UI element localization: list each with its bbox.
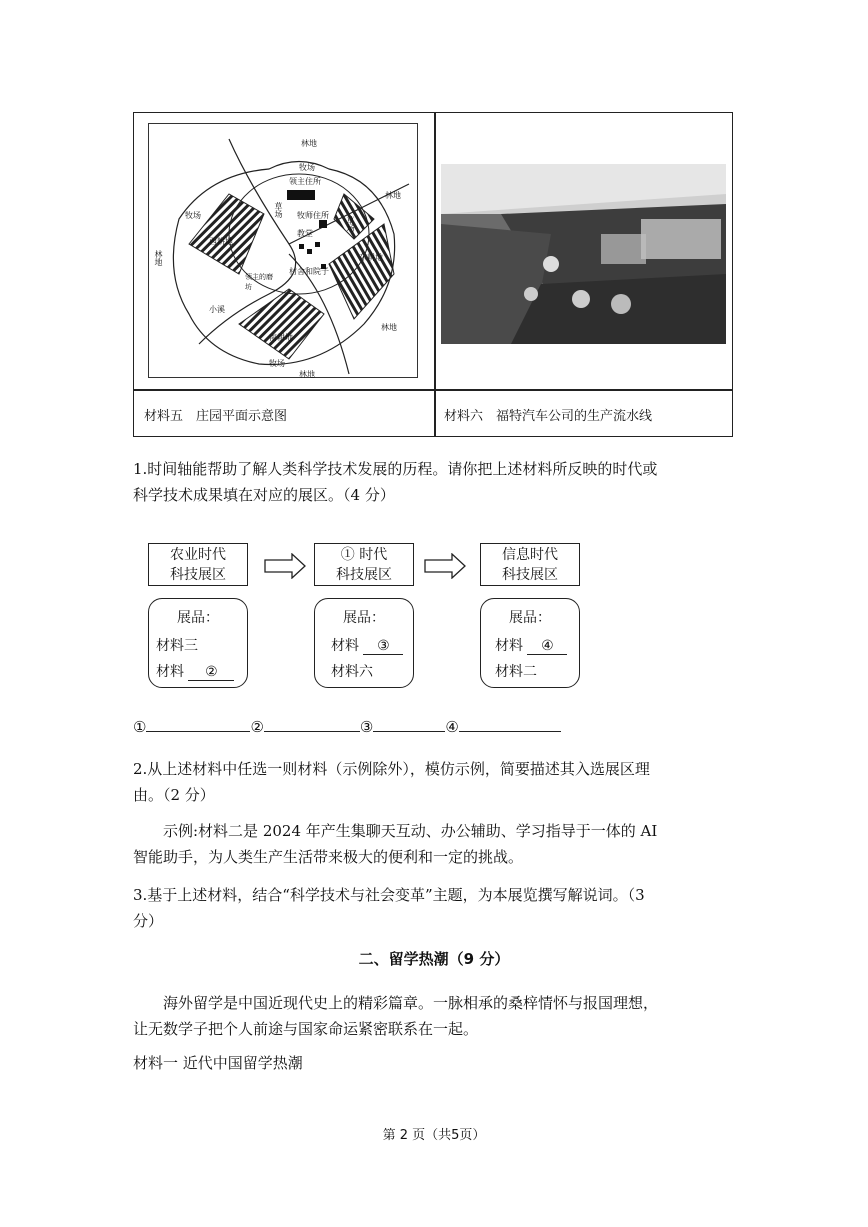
q1-text bbox=[133, 456, 738, 508]
map-label: 南耕地 bbox=[269, 333, 293, 342]
map-label: 牧场 bbox=[269, 359, 285, 368]
answer-blank[interactable]: ③ bbox=[363, 638, 403, 655]
section2-intro bbox=[133, 990, 738, 1042]
answer-mark: ③ bbox=[359, 718, 374, 736]
answer-blank[interactable] bbox=[373, 731, 445, 732]
map-label: 领主的磨坊 bbox=[245, 273, 273, 291]
zone-title: ① 时代 bbox=[340, 547, 388, 563]
section2-intro-line: 让无数学子把个人前途与国家命运紧密联系在一起。 bbox=[133, 1020, 479, 1038]
map-label: 林地 bbox=[154, 250, 163, 266]
q2-line: 2.从上述材料中任选一则材料（示例除外），模仿示例，简要描述其入选展区理 bbox=[133, 760, 650, 778]
map-label: 教堂 bbox=[297, 229, 313, 238]
q3-line: 分） bbox=[133, 912, 164, 930]
answer-blank[interactable]: ④ bbox=[527, 638, 567, 655]
exhibit-box-information bbox=[480, 598, 580, 688]
section2-intro-line: 海外留学是中国近现代史上的精彩篇章。一脉相承的桑梓情怀与报国理想， bbox=[163, 994, 659, 1012]
map-label: 林地 bbox=[385, 191, 401, 200]
arrow-right-icon bbox=[424, 553, 466, 579]
zone-title: 农业时代 bbox=[170, 547, 226, 563]
q1-line: 1.时间轴能帮助了解人类科学技术发展的历程。请你把上述材料所反映的时代或 bbox=[133, 460, 658, 478]
answer-mark: ① bbox=[133, 718, 147, 736]
map-label: 村舍和院子 bbox=[289, 267, 329, 276]
exhibit-item: 材料二 bbox=[495, 664, 537, 680]
exhibit-item-prefix: 材料 bbox=[156, 664, 184, 680]
map-label: 牧场 bbox=[185, 211, 201, 220]
section-title: 二、留学热潮（9 分） bbox=[358, 950, 510, 968]
zone-header-information bbox=[480, 543, 580, 586]
map-label: 林地 bbox=[301, 139, 317, 148]
map-label: 林地 bbox=[381, 323, 397, 332]
manor-map bbox=[148, 123, 418, 378]
answer-mark: ② bbox=[250, 718, 264, 736]
map-label: 牧师住所 bbox=[297, 211, 329, 220]
answer-mark: ④ bbox=[445, 718, 459, 736]
q2-example bbox=[133, 818, 738, 870]
exhibit-item-prefix: 材料 bbox=[495, 638, 523, 654]
q1-answer-line bbox=[133, 718, 593, 736]
materials-table bbox=[133, 112, 733, 437]
zone-title: 科技展区 bbox=[336, 567, 392, 583]
zone-title: 信息时代 bbox=[502, 547, 558, 563]
zone-header-agriculture bbox=[148, 543, 248, 586]
exhibit-item bbox=[156, 661, 234, 681]
answer-blank[interactable]: ② bbox=[188, 664, 234, 681]
material-five-caption: 材料五 庄园平面示意图 bbox=[144, 409, 288, 424]
map-label: 草场 bbox=[346, 216, 355, 232]
map-label: 牧场 bbox=[299, 163, 315, 172]
page-footer: 第 2 页（共5页） bbox=[382, 1128, 486, 1143]
q3-text bbox=[133, 882, 738, 934]
q2-example-line: 智能助手，为人类生产生活带来极大的便利和一定的挑战。 bbox=[133, 848, 524, 866]
exhibit-box-agriculture bbox=[148, 598, 248, 688]
map-label: 领主住所 bbox=[289, 177, 321, 186]
map-label: 小溪 bbox=[209, 305, 225, 314]
arrow-right-icon bbox=[264, 553, 306, 579]
zone-header-industrial bbox=[314, 543, 414, 586]
q1-line: 科学技术成果填在对应的展区。（4 分） bbox=[133, 486, 395, 504]
table-divider bbox=[434, 113, 436, 436]
exhibit-box-industrial bbox=[314, 598, 414, 688]
map-label: 东耕地 bbox=[359, 253, 383, 262]
exhibit-item bbox=[495, 635, 567, 655]
exhibit-item bbox=[331, 635, 403, 655]
answer-blank[interactable] bbox=[264, 731, 360, 732]
assembly-line-photo-drawing bbox=[441, 164, 726, 344]
answer-blank[interactable] bbox=[146, 731, 250, 732]
material-six-caption: 材料六 福特汽车公司的生产流水线 bbox=[444, 409, 653, 424]
q2-line: 由。（2 分） bbox=[133, 786, 215, 804]
material-one-heading: 材料一 近代中国留学热潮 bbox=[133, 1054, 303, 1072]
map-label: 西耕地 bbox=[209, 237, 233, 246]
q2-example-line: 示例:材料二是 2024 年产生集聊天互动、办公辅助、学习指导于一体的 AI bbox=[163, 822, 658, 840]
zone-title: 科技展区 bbox=[170, 567, 226, 583]
zone-title: 科技展区 bbox=[502, 567, 558, 583]
q3-line: 3.基于上述材料，结合“科学技术与社会变革”主题，为本展览撰写解说词。（3 bbox=[133, 886, 645, 904]
table-divider bbox=[134, 389, 732, 391]
map-label: 林地 bbox=[299, 370, 315, 379]
map-label: 草场 bbox=[274, 202, 283, 218]
assembly-line-photo bbox=[441, 164, 726, 344]
answer-blank[interactable] bbox=[459, 731, 561, 732]
exhibit-title: 展品： bbox=[343, 610, 385, 626]
exhibit-item-prefix: 材料 bbox=[331, 638, 359, 654]
exhibit-item: 材料三 bbox=[156, 638, 198, 654]
exhibit-title: 展品： bbox=[509, 610, 551, 626]
exhibit-item: 材料六 bbox=[331, 664, 373, 680]
q2-text bbox=[133, 756, 738, 808]
exhibit-title: 展品： bbox=[177, 610, 219, 626]
